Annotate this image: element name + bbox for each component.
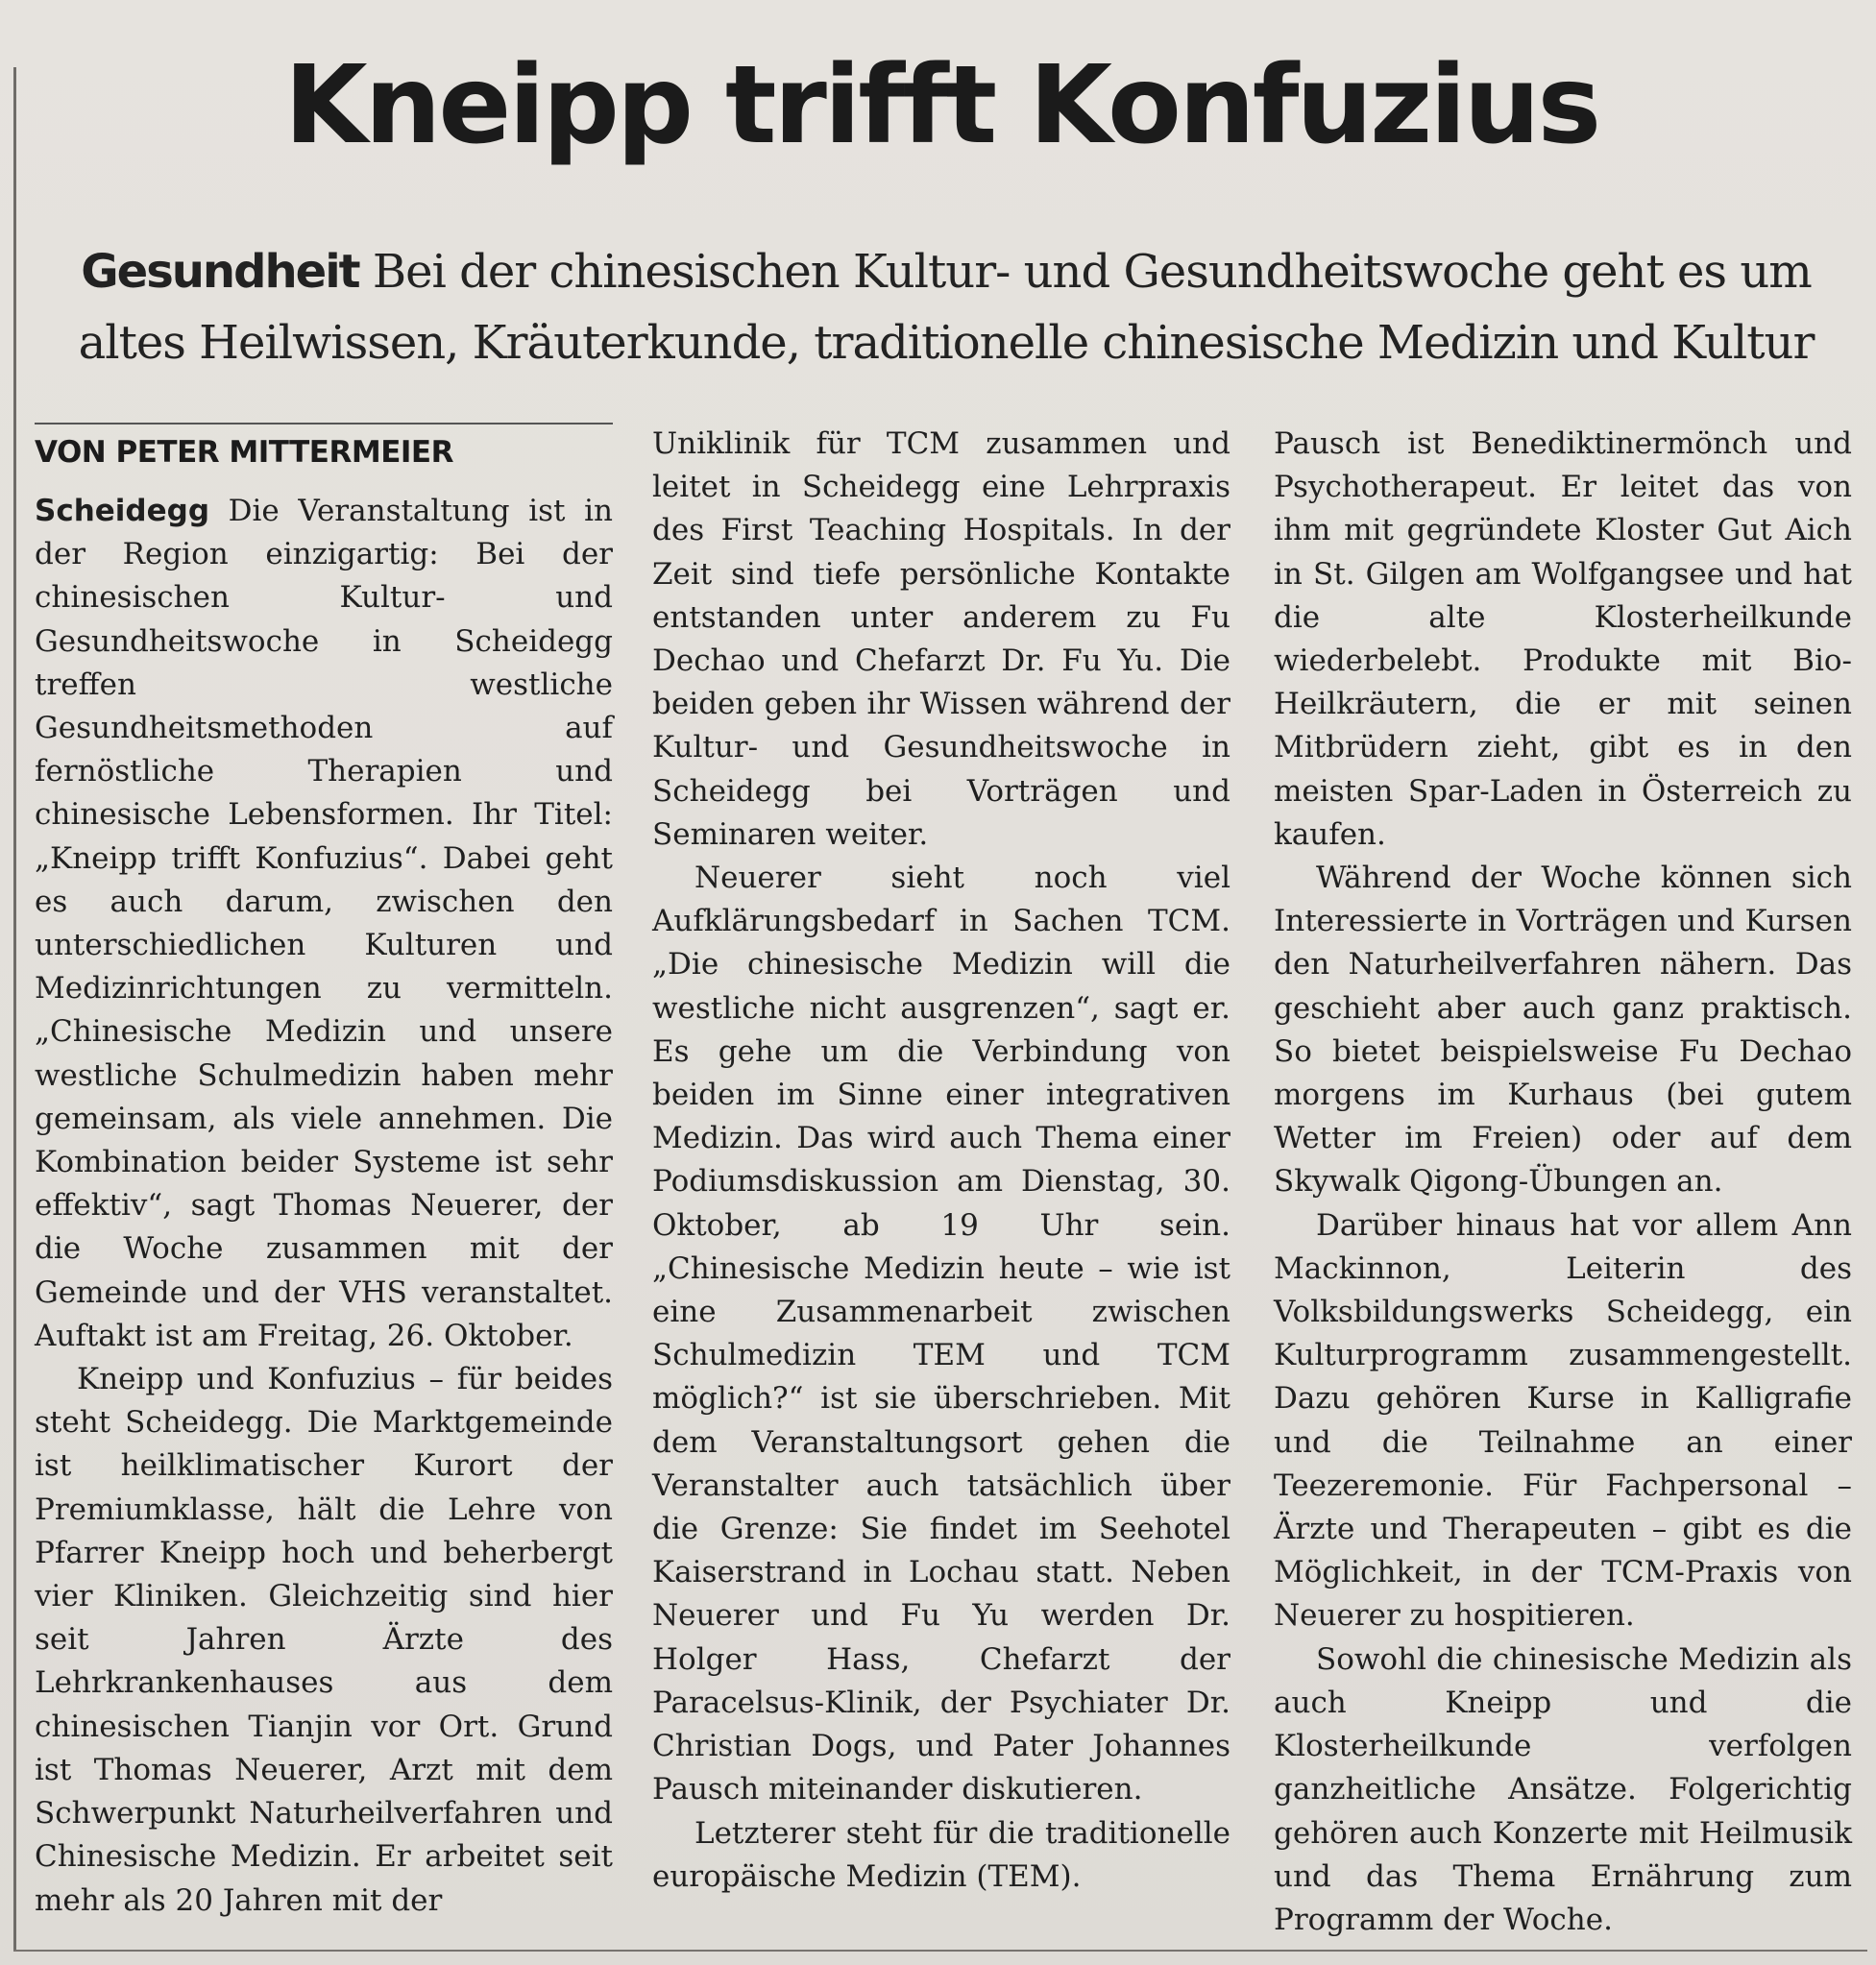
paragraph-4-start: Letzterer steht für die traditionelle europäische Medizin (TEM). bbox=[652, 1815, 1230, 1894]
subhead-kicker: Gesundheit bbox=[81, 245, 359, 299]
bottom-rule bbox=[13, 1950, 1867, 1952]
paragraph-1-text: Die Veranstaltung ist in der Region einzigartig: Bei der chinesischen Kultur- und Gesundheitswoche in Scheidegg treffen westliche Gesundheitsmethoden auf fernöstliche Therapien und chinesische Lebensformen. Ihr Titel: „Kneipp trifft Konfuzius“. Dabei geht es auch darum, zwischen den unterschiedlichen Kulturen und Medizinrichtungen zu vermitteln. „Chinesische Medizin und unsere westliche Schulmedizin haben mehr gemeinsam, als viele annehmen. Die Kombination beider Systeme ist sehr effektiv“, sagt Thomas Neuerer, der die Woche zusammen mit der Gemeinde und der VHS veranstaltet. Auftakt ist am Freitag, 26. Oktober. bbox=[35, 494, 613, 1353]
subheadline bbox=[38, 236, 1854, 378]
paragraph-5: Während der Woche können sich Interessierte in Vorträgen und Kursen den Naturheilverfahren nähern. Das geschieht aber auch ganz praktisch. So bietet beispielsweise Fu Dechao morgens im Kurhaus (bei gutem Wetter im Freien) oder auf dem Skywalk Qigong-Übungen an. bbox=[1274, 861, 1852, 1200]
subhead-text: Bei der chinesischen Kultur- und Gesundheitswoche geht es um altes Heilwissen, Kräuterkunde, traditionelle chinesische Medizin und Kultur bbox=[78, 245, 1815, 370]
paragraph-4-continued: Pausch ist Benediktinermönch und Psychotherapeut. Er leitet das von ihm mit gegründete Kloster Gut Aich in St. Gilgen am Wolfgangsee und hat die alte Klosterheilkunde wiederbelebt. Produkte mit Bio-Heilkräutern, die er mit seinen Mitbrüdern zieht, gibt es in den meisten Spar-Laden in Österreich zu kaufen. bbox=[1274, 426, 1852, 852]
paragraph-6: Darüber hinaus hat vor allem Ann Mackinnon, Leiterin des Volksbildungswerks Scheidegg, ein Kulturprogramm zusammengestellt. Dazu gehören Kurse in Kalligrafie und die Teilnahme an einer Teezeremonie. Für Fachpersonal – Ärzte und Therapeuten – gibt es die Möglichkeit, in der TCM-Praxis von Neuerer zu hospitieren. bbox=[1274, 1207, 1852, 1634]
headline: Kneipp trifft Konfuzius bbox=[283, 43, 1599, 168]
column-rule-left bbox=[13, 67, 16, 1950]
article-column-2 bbox=[652, 423, 1230, 1899]
dateline: Scheidegg bbox=[35, 494, 210, 528]
article-body bbox=[35, 423, 1852, 1937]
paragraph-2-start: Kneipp und Konfuzius – für beides steht Scheidegg. Die Marktgemeinde ist heilklimatischer Kurort der Premiumklasse, hält die Lehre von Pfarrer Kneipp hoch und beherbergt vier Kliniken. Gleichzeitig sind hier seit Jahren Ärzte des Lehrkrankenhauses aus dem chinesischen Tianjin vor Ort. Grund ist Thomas Neuerer, Arzt mit dem Schwerpunkt Naturheilverfahren und Chinesische Medizin. Er arbeitet seit mehr als 20 Jahren mit der bbox=[35, 1362, 613, 1918]
article-column-3 bbox=[1274, 423, 1852, 1942]
paragraph-3: Neuerer sieht noch viel Aufklärungsbedarf in Sachen TCM. „Die chinesische Medizin will die westliche nicht ausgrenzen“, sagt er. Es gehe um die Verbindung von beiden im Sinne einer integrativen Medizin. Das wird auch Thema einer Podiumsdiskussion am Dienstag, 30. Oktober, ab 19 Uhr sein. „Chinesische Medizin heute – wie ist eine Zusammenarbeit zwischen Schulmedizin TEM und TCM möglich?“ ist sie überschrieben. Mit dem Veranstaltungsort gehen die Veranstalter auch tatsächlich über die Grenze: Sie findet im Seehotel Kaiserstrand in Lochau statt. Neben Neuerer und Fu Yu werden Dr. Holger Hass, Chefarzt der Paracelsus-Klinik, der Psychiater Dr. Christian Dogs, und Pater Johannes Pausch miteinander diskutieren. bbox=[652, 861, 1230, 1807]
paragraph-1 bbox=[35, 490, 613, 1358]
paragraph-7: Sowohl die chinesische Medizin als auch Kneipp und die Klosterheilkunde verfolgen ganzheitliche Ansätze. Folgerichtig gehören auch Konzerte mit Heilmusik und das Thema Ernährung zum Programm der Woche. bbox=[1274, 1641, 1852, 1937]
byline: VON PETER MITTERMEIER bbox=[35, 423, 613, 476]
paragraph-2-continued: Uniklinik für TCM zusammen und leitet in Scheidegg eine Lehrpraxis des First Teaching Hospitals. In der Zeit sind tiefe persönliche Kontakte entstanden unter anderem zu Fu Dechao und Chefarzt Dr. Fu Yu. Die beiden geben ihr Wissen während der Kultur- und Gesundheitswoche in Scheidegg bei Vorträgen und Seminaren weiter. bbox=[652, 426, 1230, 852]
article-column-1 bbox=[35, 423, 613, 1923]
